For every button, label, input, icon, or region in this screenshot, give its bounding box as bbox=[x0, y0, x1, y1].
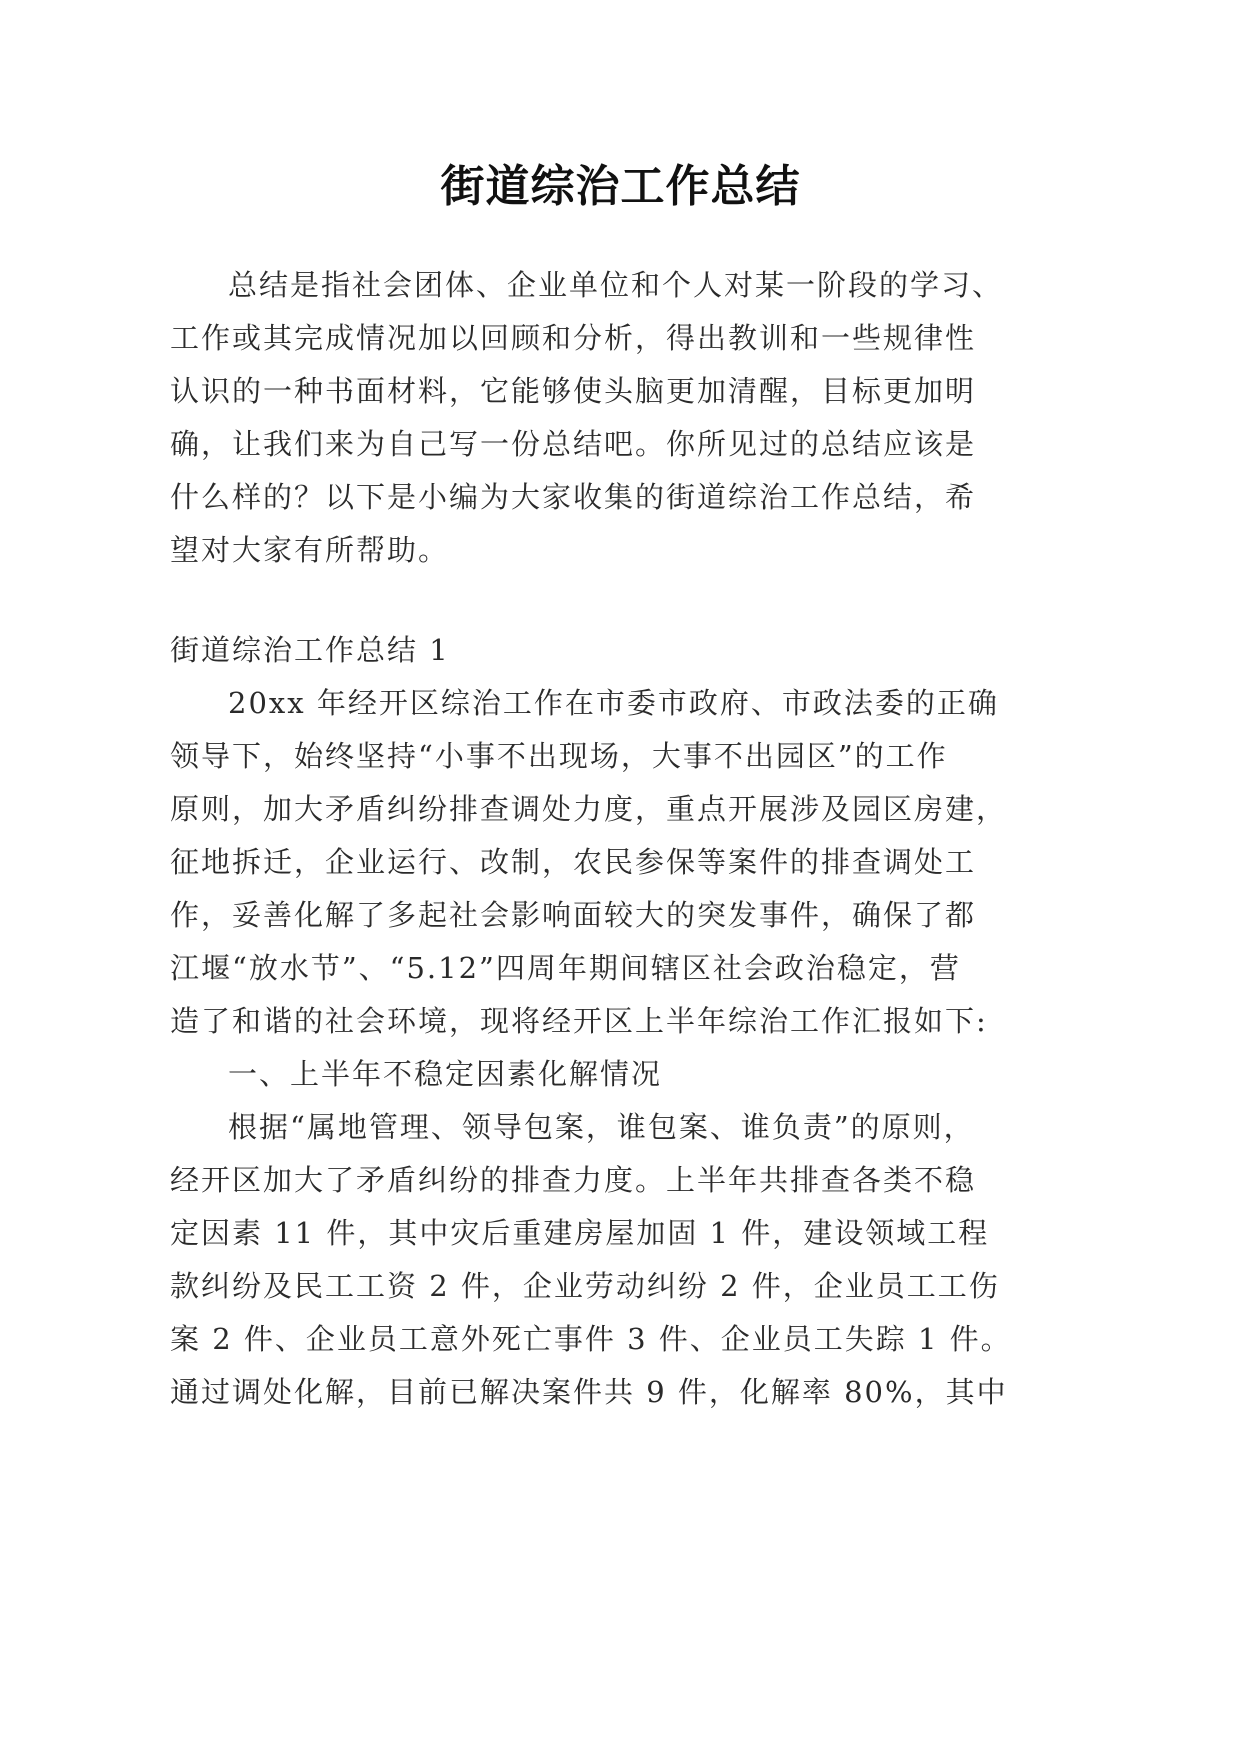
body-line: 江堰“放水节”、“5.12”四周年期间辖区社会政治稳定，营 bbox=[170, 951, 961, 985]
body-line: 款纠纷及民工工资 2 件，企业劳动纠纷 2 件，企业员工工伤 bbox=[170, 1269, 1000, 1303]
body-line: 造了和谐的社会环境，现将经开区上半年综治工作汇报如下: bbox=[170, 1004, 988, 1038]
body-line: 经开区加大了矛盾纠纷的排查力度。上半年共排查各类不稳 bbox=[170, 1163, 977, 1197]
intro-line: 工作或其完成情况加以回顾和分析，得出教训和一些规律性 bbox=[170, 321, 977, 355]
intro-line: 什么样的？以下是小编为大家收集的街道综治工作总结，希 bbox=[170, 480, 977, 514]
body-line: 定因素 11 件，其中灾后重建房屋加固 1 件，建设领域工程 bbox=[170, 1216, 990, 1250]
body-line: 根据“属地管理、领导包案，谁包案、谁负责”的原则， bbox=[228, 1110, 975, 1144]
document-title: 街道综治工作总结 bbox=[440, 161, 801, 212]
intro-line: 确，让我们来为自己写一份总结吧。你所见过的总结应该是 bbox=[170, 427, 977, 461]
body-line: 作，妥善化解了多起社会影响面较大的突发事件，确保了都 bbox=[170, 898, 977, 932]
intro-line: 认识的一种书面材料，它能够使头脑更加清醒，目标更加明 bbox=[170, 374, 977, 408]
section-heading: 街道综治工作总结 1 bbox=[170, 633, 450, 667]
body-line: 案 2 件、企业员工意外死亡事件 3 件、企业员工失踪 1 件。 bbox=[170, 1322, 1012, 1356]
body-line: 领导下，始终坚持“小事不出现场，大事不出园区”的工作 bbox=[170, 739, 948, 773]
intro-line: 望对大家有所帮助。 bbox=[170, 533, 450, 567]
body-line: 原则，加大矛盾纠纷排查调处力度，重点开展涉及园区房建， bbox=[170, 792, 1008, 826]
body-line: 征地拆迁，企业运行、改制，农民参保等案件的排查调处工 bbox=[170, 845, 977, 879]
intro-line: 总结是指社会团体、企业单位和个人对某一阶段的学习、 bbox=[228, 268, 1004, 302]
body-line: 通过调处化解，目前已解决案件共 9 件，化解率 80%，其中 bbox=[170, 1375, 1008, 1409]
subsection-heading: 一、上半年不稳定因素化解情况 bbox=[228, 1057, 663, 1091]
body-line: 20xx 年经开区综治工作在市委市政府、市政法委的正确 bbox=[228, 686, 999, 720]
